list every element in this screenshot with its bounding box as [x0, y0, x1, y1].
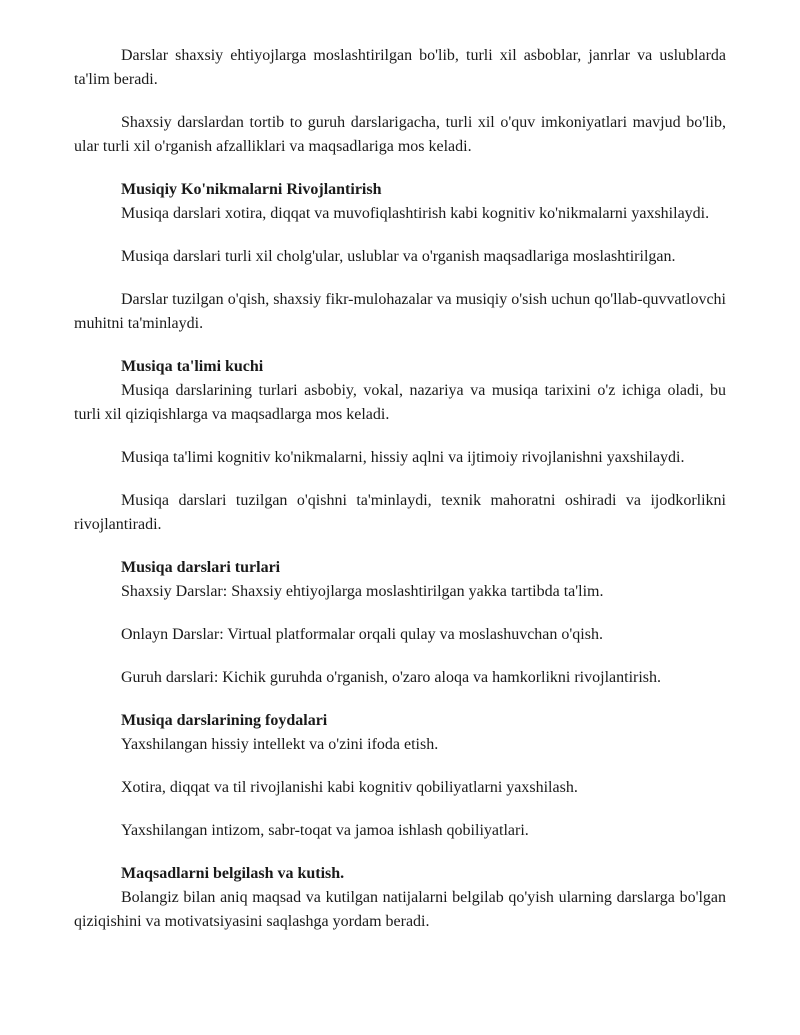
section-paragraph: Onlayn Darslar: Virtual platformalar orqali qulay va moslashuvchan o'qish. [121, 626, 603, 643]
intro-paragraph-1: Darslar shaxsiy ehtiyojlarga moslashtirilgan bo'lib, turli xil asboblar, janrlar va uslublarda ta'lim beradi. [74, 47, 726, 88]
section-paragraph: Musiqa darslari tuzilgan o'qishni ta'minlaydi, texnik mahoratni oshiradi va ijodkorlikni rivojlantiradi. [74, 492, 726, 533]
section-paragraph: Musiqa darslari turli xil cholg'ular, uslublar va o'rganish maqsadlariga moslashtirilgan. [121, 248, 676, 265]
section-benefits [74, 709, 726, 843]
section-heading: Musiqa darslari turlari [121, 559, 281, 576]
section-paragraph: Musiqa darslari xotira, diqqat va muvofiqlashtirish kabi kognitiv ko'nikmalarni yaxshilaydi. [121, 205, 710, 222]
section-heading: Musiqa darslarining foydalari [121, 712, 328, 729]
section-paragraph: Xotira, diqqat va til rivojlanishi kabi kognitiv qobiliyatlarni yaxshilash. [121, 779, 578, 796]
section-skills [74, 178, 726, 336]
section-paragraph: Guruh darslari: Kichik guruhda o'rganish, o'zaro aloqa va hamkorlikni rivojlantirish. [121, 669, 662, 686]
section-paragraph: Musiqa darslarining turlari asbobiy, vokal, nazariya va musiqa tarixini o'z ichiga oladi, bu turli xil qiziqishlarga va maqsadlarga mos keladi. [74, 382, 726, 423]
section-paragraph: Musiqa ta'limi kognitiv ko'nikmalarni, hissiy aqlni va ijtimoiy rivojlanishni yaxshilaydi. [121, 449, 685, 466]
section-types [74, 556, 726, 690]
section-paragraph: Darslar tuzilgan o'qish, shaxsiy fikr-mulohazalar va musiqiy o'sish uchun qo'llab-quvvatlovchi muhitni ta'minlaydi. [74, 291, 726, 332]
section-paragraph: Bolangiz bilan aniq maqsad va kutilgan natijalarni belgilab qo'yish ularning darslarga bo'lgan qiziqishini va motivatsiyasini saqlashga yordam beradi. [74, 889, 726, 930]
intro-paragraph-2: Shaxsiy darslardan tortib to guruh darslarigacha, turli xil o'quv imkoniyatlari mavjud bo'lib, ular turli xil o'rganish afzalliklari va maqsadlariga mos keladi. [74, 114, 726, 155]
document-page [74, 44, 726, 934]
section-power [74, 355, 726, 537]
section-paragraph: Shaxsiy Darslar: Shaxsiy ehtiyojlarga moslashtirilgan yakka tartibda ta'lim. [121, 583, 604, 600]
section-paragraph: Yaxshilangan hissiy intellekt va o'zini ifoda etish. [121, 736, 439, 753]
section-heading: Maqsadlarni belgilash va kutish. [121, 865, 345, 882]
section-heading: Musiqa ta'limi kuchi [121, 358, 264, 375]
section-paragraph: Yaxshilangan intizom, sabr-toqat va jamoa ishlash qobiliyatlari. [121, 822, 529, 839]
section-heading: Musiqiy Ko'nikmalarni Rivojlantirish [121, 181, 382, 198]
section-goals [74, 862, 726, 934]
